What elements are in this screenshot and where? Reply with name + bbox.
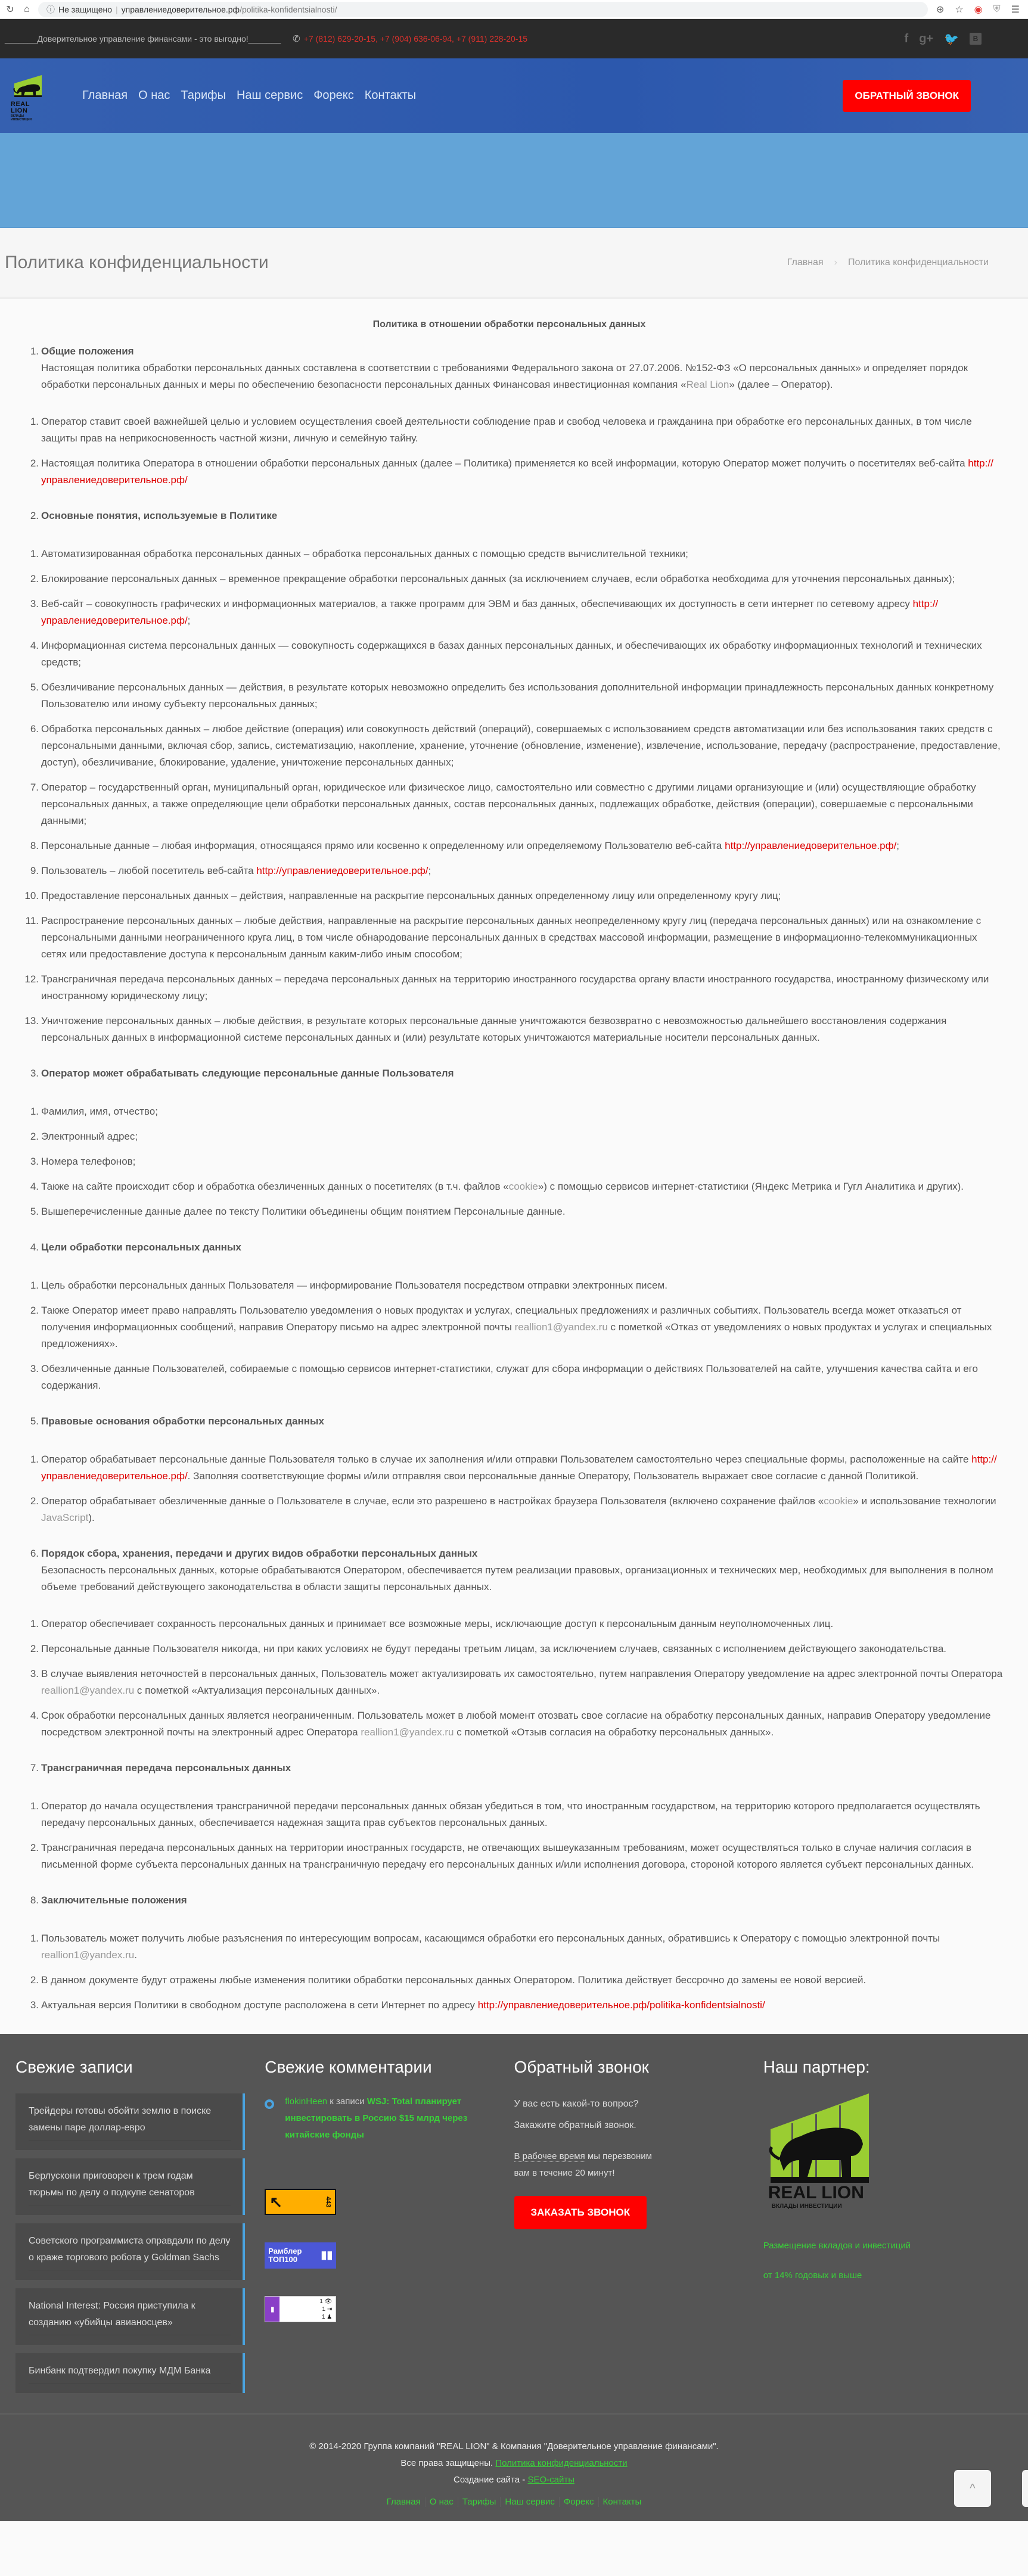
order-call-button[interactable]: ЗАКАЗАТЬ ЗВОНОК: [514, 2196, 647, 2229]
liveinternet-counter[interactable]: ↖ 443: [265, 2189, 336, 2215]
list-item: 2. Электронный адрес;: [30, 1131, 138, 1142]
email-link[interactable]: reallion1@yandex.ru: [41, 1685, 135, 1696]
breadcrumb-home[interactable]: Главная: [787, 257, 824, 267]
page-title: Политика конфиденциальности: [5, 252, 269, 272]
nav-about[interactable]: О нас: [138, 89, 170, 102]
partner-widget: [763, 2058, 1013, 2401]
policy-link[interactable]: http://управлениедоверительное.рф/politika-konfidentsialnosti/: [477, 1999, 765, 2011]
list-item: 4. Срок обработки персональных данных является неограниченным. Пользователь может в любой момент отозвать свое согласие на обработку персональных данных, направив Оператору уведомление посредством электронной почты на электронный адрес Оператора reallion1@yandex.ru с пометкой «Отзыв согласия на обработку персональных данных».: [30, 1710, 991, 1738]
footer-nav-home[interactable]: Главная: [386, 2497, 421, 2507]
vk-icon[interactable]: B: [970, 33, 982, 45]
lion-logo-icon: [12, 70, 45, 101]
list-item: 10. Предоставление персональных данных – действия, направленные на раскрытие персональных данных определенному лицу или определенному кругу лиц;: [24, 890, 781, 901]
document-title: Политика в отношении обработки персональных данных: [372, 319, 646, 329]
recent-comments-widget: [265, 2058, 514, 2401]
recent-post-item[interactable]: Трейдеры готовы обойти землю в поиске замены паре доллар-евро: [15, 2093, 245, 2150]
address-bar[interactable]: [38, 2, 928, 17]
phone-numbers[interactable]: +7 (812) 629-20-15, +7 (904) 636-06-94, +7 (911) 228-20-15: [303, 34, 528, 43]
list-item: 1. Фамилия, имя, отчество;: [30, 1106, 158, 1117]
list-item: 2. Настоящая политика Оператора в отношении обработки персональных данных (далее – Политика) применяется ко всей информации, которую Оператор может получить о посетителях веб-сайта http://управлениедоверительное.рф/: [30, 458, 993, 486]
list-item: 1. Оператор до начала осуществления трансграничной передачи персональных данных обязан убедиться в том, что иностранным государством, на территорию которого предполагается осуществлять передачу персональных данных, обеспечивается надежная защита прав субъектов персональных данных.: [30, 1800, 980, 1828]
section-heading: 2. Основные понятия, используемые в Политике: [30, 510, 278, 521]
policy-content: [0, 299, 1028, 2034]
site-footer: [0, 2034, 1028, 2521]
callback-prompt: Закажите обратный звонок.: [514, 2120, 636, 2130]
recent-posts-widget: [15, 2058, 265, 2401]
google-plus-icon[interactable]: g+: [919, 32, 934, 45]
chevron-right-icon: ›: [834, 257, 837, 267]
stats-counter[interactable]: ▮ 1 👁 1 ⇥ 1 ♟: [265, 2296, 336, 2322]
nav-service[interactable]: Наш сервис: [236, 89, 303, 102]
list-item: 1. Оператор обрабатывает персональные данные Пользователя только в случае их заполнения и/или отправки Пользователем самостоятельно через специальные формы, расположенные на сайте http://управлениедоверительное.рф/. Заполняя соответствующие формы и/или отправляя свои персональные данные Оператору, Пользователь выражает свое согласие с данной Политикой.: [30, 1454, 997, 1482]
nav-contacts[interactable]: Контакты: [364, 89, 417, 102]
partner-description: Размещение вкладов и инвестиций от 14% годовых и выше: [763, 2241, 911, 2281]
list-item: 1. Оператор ставит своей важнейшей целью и условием осуществления своей деятельности соблюдение прав и свобод человека и гражданина при обработке его персональных данных, в том числе защиты прав на неприкосновенность частной жизни, личную и семейную тайну.: [30, 416, 972, 444]
site-link[interactable]: http://управлениедоверительное.рф/: [256, 865, 428, 876]
email-link[interactable]: reallion1@yandex.ru: [514, 1321, 608, 1333]
section-heading: 1. Общие положения: [30, 346, 134, 357]
comment-item: flokinHeen к записи WSJ: Total планирует инвестировать в Россию $15 млрд через китайские фонды: [265, 2093, 514, 2143]
recent-post-item[interactable]: Советского программиста оправдали по делу о краже торгового робота у Goldman Sachs: [15, 2223, 245, 2280]
widget-title: Наш партнер:: [763, 2058, 870, 2076]
chevron-up-icon: ^: [970, 2481, 976, 2495]
section-heading: 3. Оператор может обрабатывать следующие персональные данные Пользователя: [30, 1068, 454, 1079]
list-item: 3. В случае выявления неточностей в персональных данных, Пользователь может актуализировать их самостоятельно, путем направления Оператору уведомление на адрес электронной почты Оператора reallion1@yandex.ru с пометкой «Актуализация персональных данных».: [30, 1668, 1003, 1696]
list-item: 6. Обработка персональных данных – любое действие (операция) или совокупность действий (операций), совершаемых с использованием средств автоматизации или без использования таких средств с персональными данными, включая сбор, запись, систематизацию, накопление, хранение, уточнение (обновление, изменение), извлечение, использование, передачу (распространение, предоставление, доступ), обезличивание, блокирование, удаление, уничтожение персональных данных;: [30, 723, 1001, 768]
page-title-bar: [0, 228, 1028, 299]
reload-icon[interactable]: ↻: [6, 4, 14, 15]
list-item: 5. Обезличивание персональных данных — действия, в результате которых невозможно определить без использования дополнительной информации принадлежность персональных данных конкретному Пользователю или иному субъекту персональных данных;: [30, 682, 994, 710]
section-heading: 8. Заключительные положения: [30, 1894, 187, 1906]
list-item: 2. Также Оператор имеет право направлять Пользователю уведомления о новых продуктах и услугах, специальных предложениях и различных событиях. Пользователь всегда может отказаться от получения информационных сообщений, направив Оператору письмо на адрес электронной почты reallion1@yandex.ru с пометкой «Отказ от уведомлениях о новых продуктах и услугах и специальных предложениях».: [30, 1305, 992, 1349]
footer-nav: [0, 2497, 1028, 2507]
list-item: 2. Блокирование персональных данных – временное прекращение обработки персональных данных (за исключением случаев, если обработка необходима для уточнения персональных данных);: [30, 573, 955, 584]
recent-post-item[interactable]: National Interest: Россия приступила к созданию «убийцы авианосцев»: [15, 2288, 245, 2345]
widget-title: Свежие записи: [15, 2058, 133, 2076]
section-heading: 5. Правовые основания обработки персональных данных: [30, 1415, 324, 1427]
list-item: 1. Пользователь может получить любые разъяснения по интересующим вопросам, касающимся обработки его персональных данных, обратившись к Оператору с помощью электронной почты reallion1@yandex.ru.: [30, 1933, 940, 1961]
privacy-policy-link[interactable]: Политика конфиденциальности: [495, 2458, 628, 2468]
insecure-label: Не защищено: [58, 4, 112, 14]
social-links: [905, 32, 1023, 46]
extension-shield-icon[interactable]: ⛨: [993, 4, 1001, 14]
comment-author-link[interactable]: flokinHeen: [285, 2096, 328, 2107]
section-heading: 4. Цели обработки персональных данных: [30, 1242, 241, 1253]
list-item: 12. Трансграничная передача персональных данных – передача персональных данных на территорию иностранного государства органу власти иностранного государства, иностранному физическому или иностранному юридическому лицу;: [24, 973, 989, 1001]
copyright: © 2014-2020 Группа компаний "REAL LION" & Компания "Доверительное управление финансами".: [309, 2441, 719, 2451]
nav-home[interactable]: Главная: [82, 89, 128, 102]
site-logo[interactable]: [11, 70, 45, 122]
url-path: /politika-konfidentsialnosti/: [240, 4, 337, 14]
phone-icon: ✆: [293, 34, 300, 44]
list-item: 3. Номера телефонов;: [30, 1156, 136, 1167]
rambler-top100-counter[interactable]: Рамблер ТОП100 ▮▮: [265, 2242, 336, 2269]
list-item: 9. Пользователь – любой посетитель веб-сайта http://управлениедоверительное.рф/;: [30, 865, 431, 876]
widget-title: Обратный звонок: [514, 2058, 649, 2076]
lion-logo-icon: [765, 2093, 884, 2183]
list-item: 2. Персональные данные Пользователя никогда, ни при каких условиях не будут переданы третьим лицам, за исключением случаев, связанных с исполнением действующего законодательства.: [30, 1643, 947, 1654]
side-widget-button[interactable]: [1022, 2470, 1028, 2507]
zoom-icon[interactable]: ⊕: [936, 4, 945, 15]
list-item: 3. Веб-сайт – совокупность графических и информационных материалов, а также программ для ЭВМ и баз данных, обеспечивающих их доступность в сети интернет по сетевому адресу http://управлениедоверительное.рф/;: [30, 598, 939, 626]
chart-icon: ▮: [265, 2297, 279, 2322]
section-heading: 6. Порядок сбора, хранения, передачи и других видов обработки персональных данных: [30, 1548, 478, 1559]
email-link[interactable]: reallion1@yandex.ru: [41, 1949, 135, 1961]
breadcrumb: [787, 257, 1023, 268]
footer-nav-service[interactable]: Наш сервис: [500, 2497, 558, 2507]
top-info-bar: [0, 19, 1028, 58]
url-host: управлениедоверительное.рф: [121, 4, 240, 14]
footer-nav-contacts[interactable]: Контакты: [598, 2497, 646, 2507]
timeline-dot-icon: [265, 2099, 274, 2109]
list-item: 13. Уничтожение персональных данных – любые действия, в результате которых персональные данные уничтожаются безвозвратно с невозможностью дальнейшего восстановления содержания персональных данных в информационной системе персональных данных и (или) результате которых уничтожаются материальные носители персональных данных.: [24, 1015, 947, 1043]
list-item: 5. Вышеперечисленные данные далее по тексту Политики объединены общим понятием Персональные данные.: [30, 1206, 566, 1217]
section-heading: 7. Трансграничная передача персональных данных: [30, 1762, 291, 1774]
partner-logo-subtitle: ВКЛАДЫ ИНВЕСТИЦИИ: [771, 2203, 842, 2210]
tagline: _______Доверительное управление финансами - это выгодно!_______: [5, 34, 281, 43]
footer-nav-about[interactable]: О нас: [425, 2497, 458, 2507]
recent-post-item[interactable]: Бинбанк подтвердил покупку МДМ Банка: [15, 2353, 245, 2393]
list-item: 2. Оператор обрабатывает обезличенные данные о Пользователе в случае, если это разрешено в настройках браузера Пользователя (включено сохранение файлов «cookie» и использование технологии JavaScript).: [30, 1495, 996, 1523]
browser-toolbar: [0, 0, 1028, 19]
info-icon[interactable]: ⓘ: [46, 4, 55, 14]
seo-sites-link[interactable]: SEO-сайты: [527, 2475, 574, 2485]
site-link[interactable]: http://управлениедоверительное.рф/: [41, 1454, 997, 1482]
arrow-up-left-icon: ↖: [269, 2192, 283, 2211]
list-item: 3. Обезличенные данные Пользователей, собираемые с помощью сервисов интернет-статистики, служат для сбора информации о действиях Пользователей на сайте, улучшения качества сайта и его содержания.: [30, 1363, 978, 1391]
main-nav: [82, 89, 416, 102]
comment-post-link[interactable]: WSJ: Total планирует инвестировать в Россию $15 млрд через китайские фонды: [285, 2096, 468, 2140]
callback-question: У вас есть какой-то вопрос?: [514, 2099, 639, 2109]
partner-logo-text: REAL LION: [768, 2183, 864, 2202]
callback-hours: В рабочее время мы перезвоним вам в течение 20 минут!: [514, 2151, 652, 2178]
bars-icon: ▮▮: [321, 2249, 333, 2261]
facebook-icon[interactable]: f: [904, 32, 909, 45]
logo-subtitle: ВКЛАДЫ ИНВЕСТИЦИИ: [11, 114, 32, 122]
bookmark-star-icon[interactable]: ☆: [955, 4, 964, 15]
hero-band: [0, 133, 1028, 228]
home-icon[interactable]: ⌂: [24, 4, 30, 14]
list-item: 2. В данном документе будут отражены любые изменения политики обработки персональных данных Оператором. Политика действует бессрочно до замены ее новой версией.: [30, 1974, 866, 1986]
twitter-icon[interactable]: 🐦: [944, 32, 959, 46]
address-separator: |: [116, 4, 118, 14]
list-item: 8. Персональные данные – любая информация, относящаяся прямо или косвенно к определенному или определяемому Пользователю веб-сайта http://управлениедоверительное.рф/;: [30, 840, 900, 851]
scroll-to-top-button[interactable]: [954, 2470, 991, 2507]
footer-bottom: © 2014-2020 Группа компаний "REAL LION" & Компания "Доверительное управление финансами". Все права защищены. Политика конфиденциальности Создание сайта - SEO-сайты Главная О нас Тарифы Наш сервис Форекс Контакты ^: [0, 2413, 1028, 2521]
logo-text: REAL LION: [11, 100, 30, 114]
site-link[interactable]: http://управлениедоверительное.рф/: [41, 598, 939, 626]
recent-post-item[interactable]: Берлускони приговорен к трем годам тюрьмы по делу о подкупе сенаторов: [15, 2158, 245, 2215]
list-item: 7. Оператор – государственный орган, муниципальный орган, юридическое или физическое лицо, самостоятельно или совместно с другими лицами организующие и (или) осуществляющие обработку персональных данных, а также определяющие цели обработки персональных данных, состав персональных данных, подлежащих обработке, действия (операции), совершаемые с персональными данными;: [30, 782, 976, 826]
list-item: 11. Распространение персональных данных – любые действия, направленные на раскрытие персональных данных неопределенному кругу лиц (передача персональных данных) или на ознакомление с персональными данными неограниченного круга лиц, в том числе обнародование персональных данных в средствах массовой информации, размещение в информационно-телекоммуникационных сетях или предоставление доступа к персональным данным каким-либо иным способом;: [25, 915, 982, 960]
widget-title: Свежие комментарии: [265, 2058, 432, 2076]
extension-target-icon[interactable]: ◉: [974, 4, 983, 15]
breadcrumb-current: Политика конфиденциальности: [847, 257, 989, 267]
site-link[interactable]: http://управлениедоверительное.рф/: [725, 840, 897, 851]
footer-nav-forex[interactable]: Форекс: [559, 2497, 598, 2507]
email-link[interactable]: reallion1@yandex.ru: [361, 1726, 454, 1738]
list-item: 1. Цель обработки персональных данных Пользователя — информирование Пользователя посредством отправки электронных писем.: [30, 1280, 667, 1291]
list-item: 1. Оператор обеспечивает сохранность персональных данных и принимает все возможные меры, исключающие доступ к персональным данным неуполномоченных лиц.: [30, 1618, 834, 1629]
section-intro: Безопасность персональных данных, которые обрабатываются Оператором, обеспечивается путем реализации правовых, организационных и технических мер, необходимых для выполнения в полном объеме требований действующего законодательства в области защиты персональных данных.: [41, 1564, 993, 1592]
list-item: 2. Трансграничная передача персональных данных на территории иностранных государств, не отвечающих вышеуказанным требованиям, может осуществляться только в случае наличия согласия в письменной форме субъекта персональных данных на трансграничную передачу его персональных данных и/или исполнения договора, стороной которого является субъект персональных данных.: [30, 1842, 974, 1870]
playlist-icon[interactable]: ☰: [1011, 4, 1020, 15]
list-item: 3. Актуальная версия Политики в свободном доступе расположена в сети Интернет по адресу http://управлениедоверительное.рф/politika-konfidentsialnosti/: [30, 1999, 765, 2011]
partner-logo[interactable]: [765, 2093, 884, 2210]
footer-nav-tariffs[interactable]: Тарифы: [458, 2497, 501, 2507]
list-item: 4. Информационная система персональных данных — совокупность содержащихся в базах данных персональных данных, и обеспечивающих их обработку информационных технологий и технических средств;: [30, 640, 982, 668]
list-item: 1. Автоматизированная обработка персональных данных – обработка персональных данных с помощью средств вычислительной техники;: [30, 548, 688, 559]
list-item: 4. Также на сайте происходит сбор и обработка обезличенных данных о посетителях (в т.ч. файлов «cookie») с помощью сервисов интернет-статистики (Яндекс Метрика и Гугл Аналитика и других).: [30, 1181, 964, 1192]
site-header: [0, 58, 1028, 133]
nav-forex[interactable]: Форекс: [313, 89, 354, 102]
section-intro: Настоящая политика обработки персональных данных составлена в соответствии с требованиями Федерального закона от 27.07.2006. №152-ФЗ «О персональных данных» и определяет порядок обработки персональных данных и меры по обеспечению безопасности персональных данных Финансовая инвестиционная компания «Real Lion» (далее – Оператор).: [41, 362, 968, 390]
callback-button[interactable]: ОБРАТНЫЙ ЗВОНОК: [843, 80, 971, 112]
nav-tariffs[interactable]: Тарифы: [181, 89, 226, 102]
callback-widget: [514, 2058, 763, 2401]
site-link[interactable]: http://управлениедоверительное.рф/: [41, 458, 993, 486]
